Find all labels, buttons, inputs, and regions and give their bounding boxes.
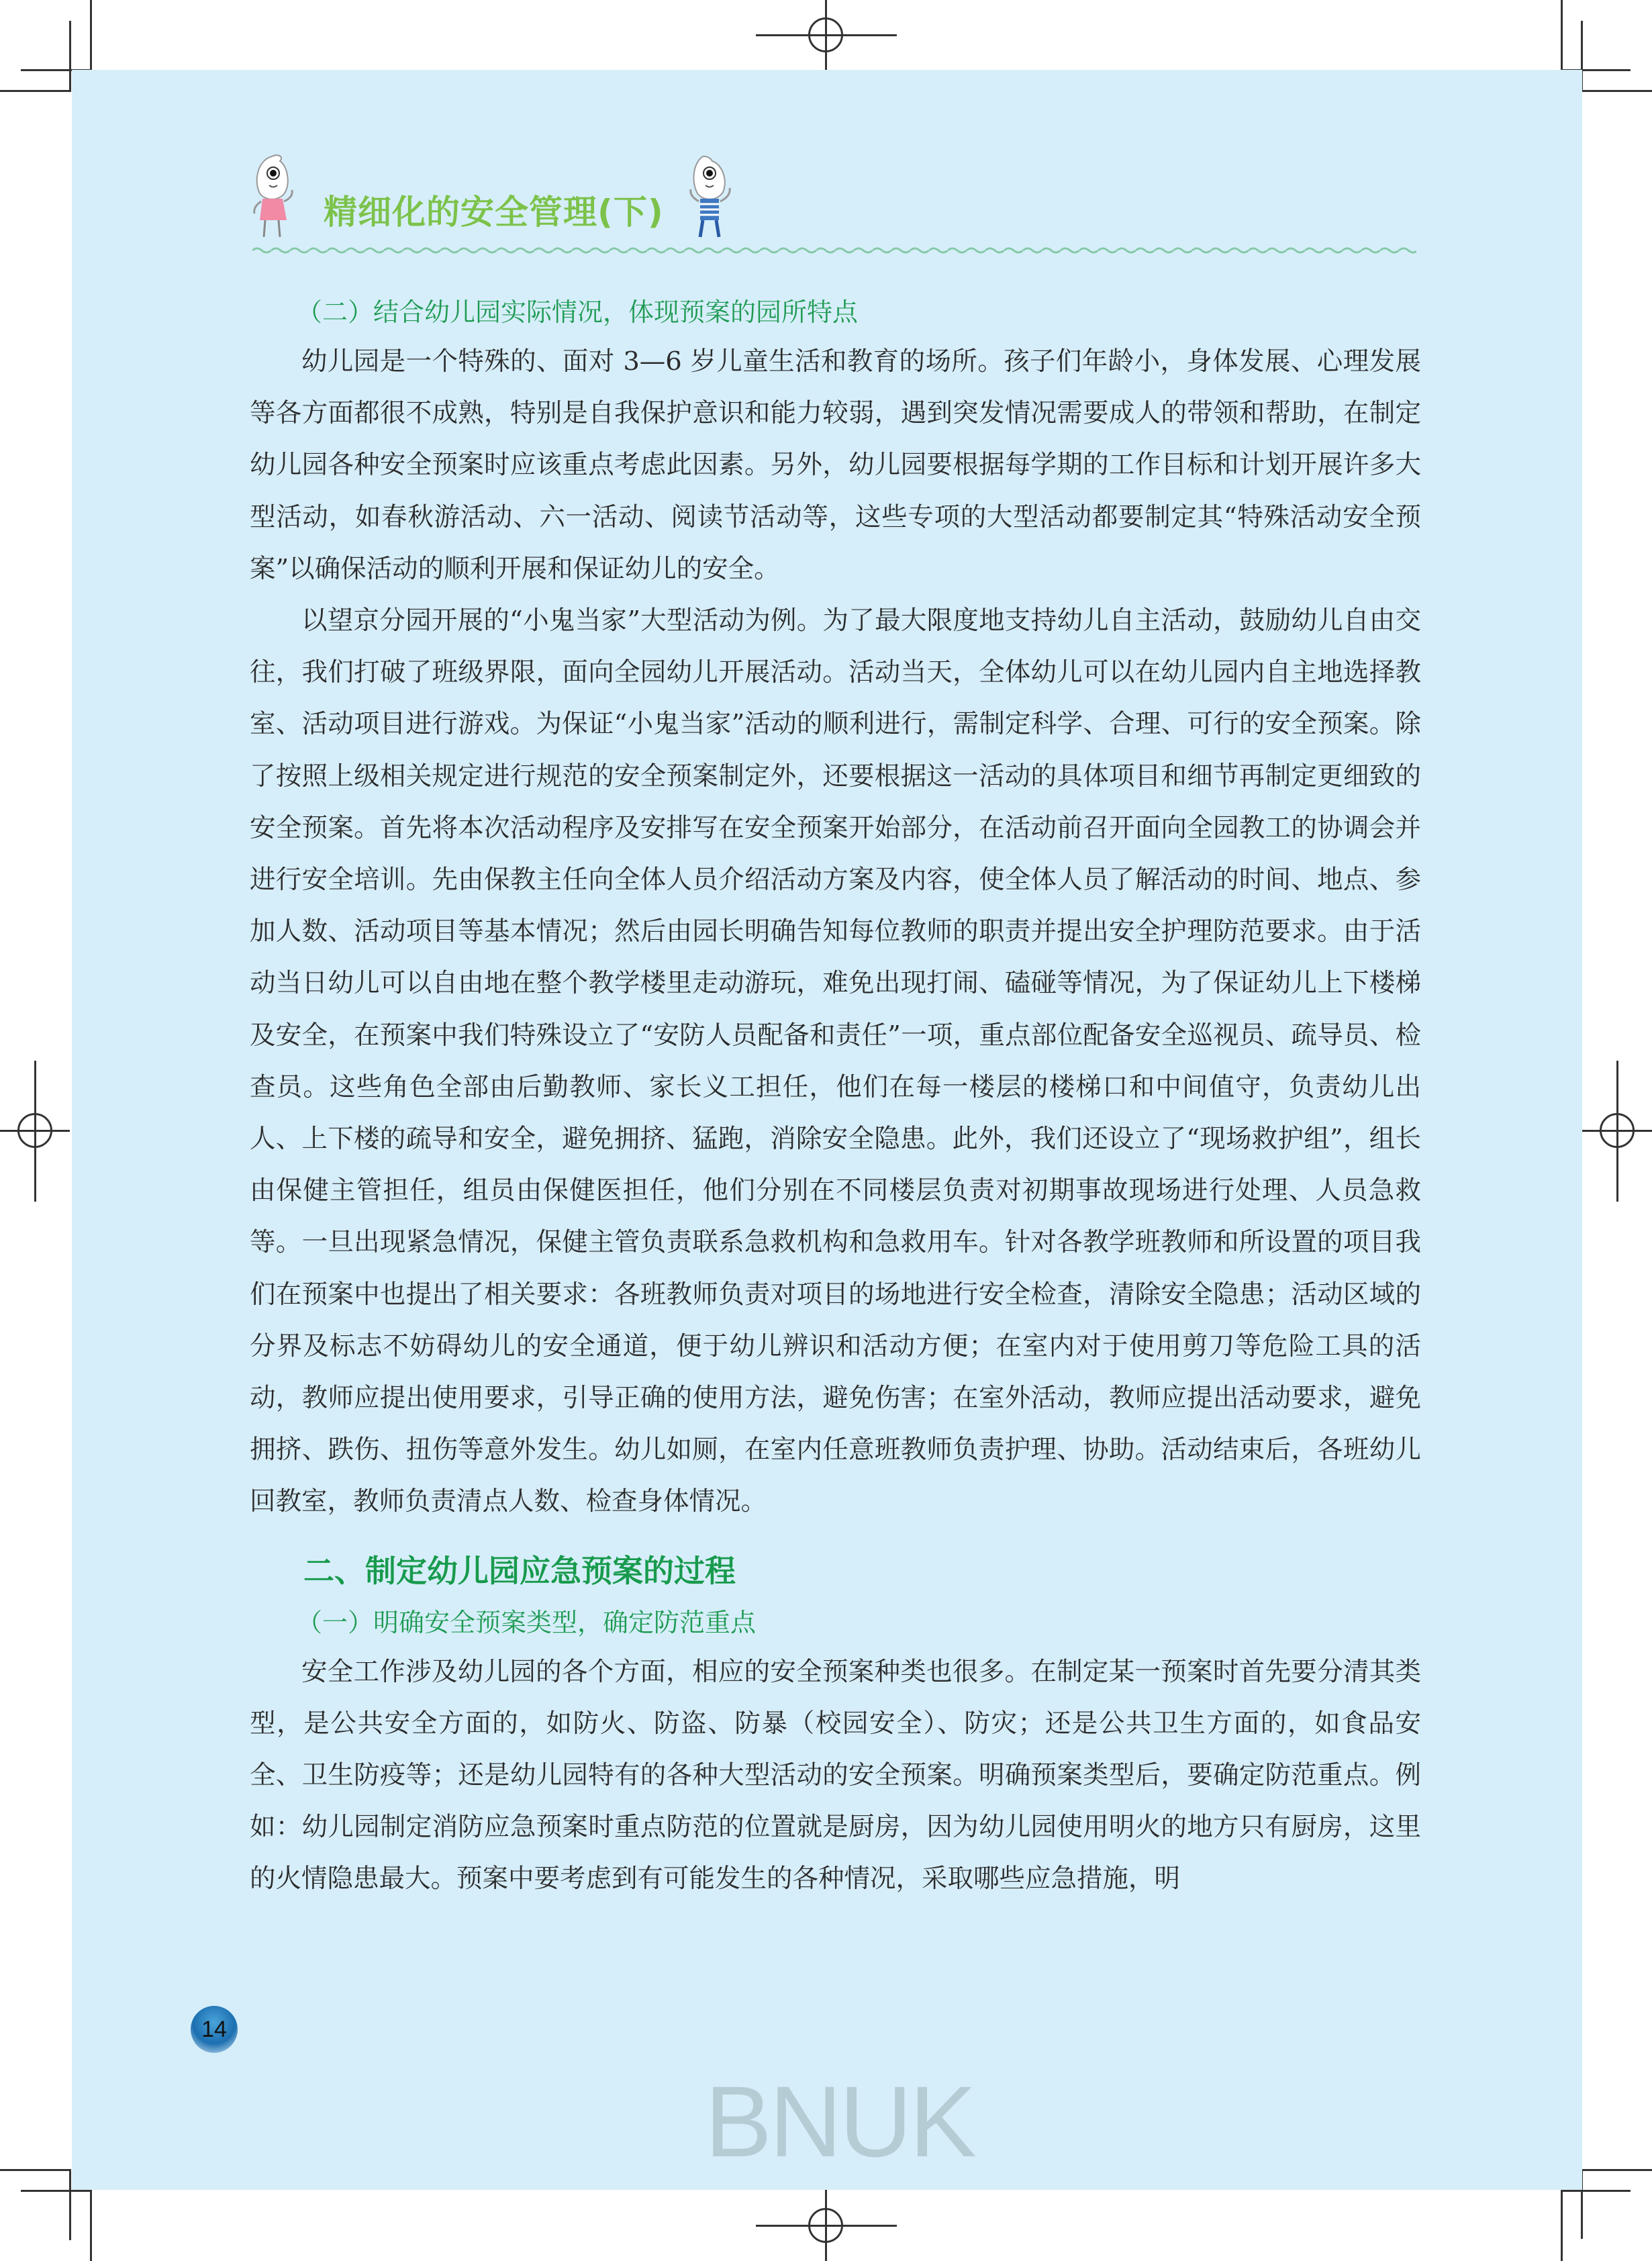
section-heading: （一）明确安全预案类型，确定防范重点: [297, 1607, 757, 1637]
watermark: BNUK: [705, 2065, 974, 2178]
page-number-badge: 14: [191, 2006, 238, 2053]
section-heading: （二）结合幼儿园实际情况，体现预案的园所特点: [297, 297, 859, 327]
paragraph: 幼儿园是一个特殊的、面对 3—6 岁儿童生活和教育的场所。孩子们年龄小，身体发展、心理发展等各方面都很不成熟，特别是自我保护意识和能力较弱，遇到突发情况需要成人的带领和帮助，在制定幼儿园各种安全预案时应该重点考虑此因素。另外，幼儿园要根据每学期的工作目标和计划开展许多大型活动，如春秋游活动、六一活动、阅读节活动等，这些专项的大型活动都要制定其“特殊活动安全预案”以确保活动的顺利开展和保证幼儿的安全。: [250, 346, 1421, 584]
wavy-divider: [252, 246, 1416, 255]
girl-mascot-icon: [245, 153, 302, 244]
paragraph: 安全工作涉及幼儿园的各个方面，相应的安全预案种类也很多。在制定某一预案时首先要分清其类型，是公共安全方面的，如防火、防盗、防暴（校园安全）、防灾；还是公共卫生方面的，如食品安全、卫生防疫等；还是幼儿园特有的各种大型活动的安全预案。明确预案类型后，要确定防范重点。例如：幼儿园制定消防应急预案时重点防范的位置就是厨房，因为幼儿园使用明火的地方只有厨房，这里的火情隐患最大。预案中要考虑到有可能发生的各种情况，采取哪些应急措施，明: [250, 1656, 1421, 1894]
main-content: [250, 289, 1421, 1905]
chapter-section-title: 二、制定幼儿园应急预案的过程: [303, 1552, 736, 1589]
paragraph: 以望京分园开展的“小鬼当家”大型活动为例。为了最大限度地支持幼儿自主活动，鼓励幼儿自由交往，我们打破了班级界限，面向全园幼儿开展活动。活动当天，全体幼儿可以在幼儿园内自主地选择教室、活动项目进行游戏。为保证“小鬼当家”活动的顺利进行，需制定科学、合理、可行的安全预案。除了按照上级相关规定进行规范的安全预案制定外，还要根据这一活动的具体项目和细节再制定更细致的安全预案。首先将本次活动程序及安排写在安全预案开始部分，在活动前召开面向全园教工的协调会并进行安全培训。先由保教主任向全体人员介绍活动方案及内容，使全体人员了解活动的时间、地点、参加人数、活动项目等基本情况；然后由园长明确告知每位教师的职责并提出安全护理防范要求。由于活动当日幼儿可以自由地在整个教学楼里走动游玩，难免出现打闹、磕碰等情况，为了保证幼儿上下楼梯及安全，在预案中我们特殊设立了“安防人员配备和责任”一项，重点部位配备安全巡视员、疏导员、检查员。这些角色全部由后勤教师、家长义工担任，他们在每一楼层的楼梯口和中间值守，负责幼儿出人、上下楼的疏导和安全，避免拥挤、猛跑，消除安全隐患。此外，我们还设立了“现场救护组”，组长由保健主管担任，组员由保健医担任，他们分别在不同楼层负责对初期事故现场进行处理、人员急救等。一旦出现紧急情况，保健主管负责联系急救机构和急救用车。针对各教学班教师和所设置的项目我们在预案中也提出了相关要求：各班教师负责对项目的场地进行安全检查，清除安全隐患；活动区域的分界及标志不妨碍幼儿的安全通道，便于幼儿辨识和活动方便；在室内对于使用剪刀等危险工具的活动，教师应提出使用要求，引导正确的使用方法，避免伤害；在室外活动，教师应提出活动要求，避免拥挤、跌伤、扭伤等意外发生。幼儿如厕，在室内任意班教师负责护理、协助。活动结束后，各班幼儿回教室，教师负责清点人数、检查身体情况。: [250, 606, 1421, 1517]
running-header: [242, 153, 1450, 260]
boy-mascot-icon: [681, 153, 738, 244]
header-title: 精细化的安全管理(下): [324, 193, 664, 232]
